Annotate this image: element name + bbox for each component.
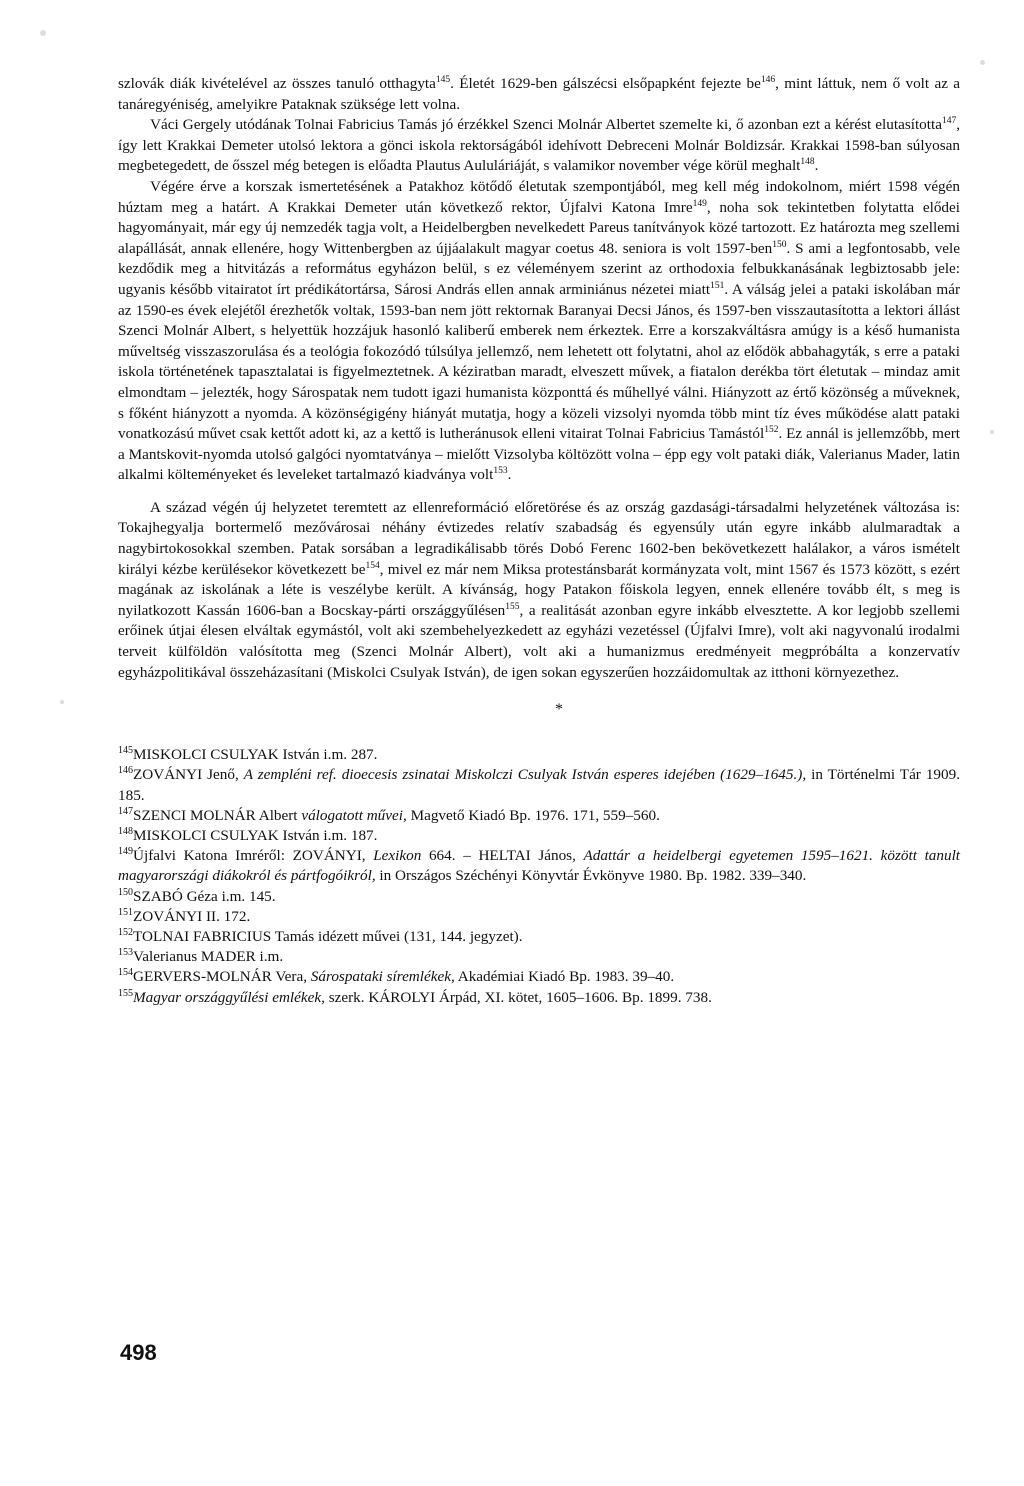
scan-speck	[60, 700, 64, 704]
footnote-number: 145	[118, 745, 133, 757]
paragraph-text: . S ami a legfontosabb, vele kezdődik meg a hitvitázás a református egyházon belül, s ez véleményem szerint az orthodoxia felbukkanásának legbiztosabb jele: ugyanis később vitairatot írt prédikátortársa, Sárosi András ellen annak arminiánus nézetei miatt	[118, 239, 960, 298]
paragraph-text: . Életét 1629-ben gálszécsi elsőpapként fejezte be	[450, 75, 761, 92]
footnote-text: MISKOLCI CSULYAK István i.m. 287.	[133, 746, 378, 764]
footnote-text: Magvető Kiadó Bp. 1976. 171, 559–560.	[406, 806, 660, 824]
scan-speck	[40, 30, 46, 36]
footnote	[118, 907, 960, 927]
footnote-text: 664. – HELTAI János,	[421, 847, 584, 865]
paragraph-text: .	[814, 157, 819, 175]
footnote-reference[interactable]: 151	[710, 280, 725, 291]
footnote-reference[interactable]: 154	[365, 560, 380, 571]
paragraph	[118, 74, 960, 115]
paragraph-text: . A válság jelei a pataki iskolában már az 1590-es évek elejétől érezhetők voltak, 1593-ban nem jött rektornak Baranyai Decsi János, és 1597-ben visszautasította a lektori állást Szenci Molnár Albert, s helyettük hozzájuk hasonló kaliberű emberek nem érkeztek. Erre a korszakváltásra amúgy is a késő humanista műveltség visszaszorulása és a teológia fokozódó túlsúlya jellemző, nem lehetett ott folytatni, ahol az elődök abbahagyták, s erre a pataki iskola történetének tapasztalatai is figyelmeztetnek. A kéziratban maradt, elveszett művek, a fiatalon derékba tört életutak – mindaz amit elmondtam – jelezték, hogy Sárospatak nem tudott igazi humanista központtá és műhellyé válni. Hiányzott az értő közönség a műveknek, s főként hiányzott a nyomda. A közönségigény hiányát mutatja, hogy a közeli vizsolyi nyomda több mint tíz éves működése alatt pataki vonatkozású művet csak kettőt adott ki, az a kettő is lutheránusok elleni vitairat Tolnai Fabricius Tamástól	[118, 280, 961, 443]
footnote-number: 146	[118, 765, 133, 777]
paragraph-text: . Ez annál is jellemzőbb, mert a Mantskovit-nyomda utolsó galgóci nyomtatványa – mielőtt Vizsolyba költözött volna – épp egy volt pataki diák, Valerianus Mader, latin alkalmi költeményeket és leveleket tartalmazó kiadványa volt	[118, 425, 960, 484]
footnote	[118, 826, 960, 846]
footnote-number: 155	[118, 987, 133, 999]
footnote-reference[interactable]: 148	[800, 157, 815, 168]
footnote	[118, 927, 960, 947]
paragraph-text: A század végén új helyzetet teremtett az ellenreformáció előretörése és az ország gazdasági-társadalmi helyzetének változása is: Tokajhegyalja bortermelő mezővárosai néhány évtizedes relatív szabadság és egyensúly után egyre inkább alulmaradtak a nagybirtokosokkal szemben. Patak sorsában a legradikálisabb törés Dobó Ferenc 1602-ben bekövetkezett halálakor, a város ismételt királyi kézbe kerülésekor következett be	[118, 498, 960, 578]
footnote-text: Újfalvi Katona Imréről: ZOVÁNYI,	[133, 847, 374, 865]
footnote-text: in Történelmi Tár 1909. 185.	[118, 766, 960, 804]
footnote	[118, 745, 960, 765]
document-page	[118, 74, 960, 1008]
footnotes	[118, 745, 960, 1008]
footnote	[118, 887, 960, 907]
footnote-number: 149	[118, 846, 133, 858]
footnote-text: ZOVÁNYI Jenő,	[133, 766, 244, 784]
footnote-title: A zempléni ref. dioecesis zsinatai Miskolczi Csulyak István esperes idejében (1629–1645.),	[243, 766, 807, 784]
footnote	[118, 765, 960, 805]
footnote-reference[interactable]: 147	[941, 116, 957, 127]
footnote	[118, 846, 960, 886]
footnote-title: Sárospataki síremlékek,	[310, 968, 455, 986]
scan-speck	[990, 430, 994, 434]
footnote-text: SZABÓ Géza i.m. 145.	[133, 887, 276, 905]
footnote-text: Akadémiai Kiadó Bp. 1983. 39–40.	[454, 968, 675, 986]
footnote-title: Adattár a heidelbergi egyetemen 1595–1621. között tanult magyarországi diákokról és pártfogóikról,	[118, 847, 961, 885]
footnote-number: 150	[118, 886, 133, 898]
footnote-text: szerk. KÁROLYI Árpád, XI. kötet, 1605–1606. Bp. 1899. 738.	[324, 988, 712, 1006]
footnote-reference[interactable]: 146	[760, 75, 776, 85]
paragraph	[118, 115, 960, 177]
footnote	[118, 947, 960, 967]
footnote	[118, 988, 960, 1008]
paragraph-text: , a realitását azonban egyre inkább elvesztette. A kor legjobb szellemi erőinek útjai élesen elváltak egymástól, volt aki szembehelyezkedett az egyházi vezetéssel (Újfalvi Imre), volt aki nagyvonalú irodalmi terveit külföldön valósította meg (Szenci Molnár Albert), volt aki a humanizmus eredményeit megpróbálta a konzervatív egyházpolitikával összeházasítani (Miskolci Csulyak István), de igen sokan egyszerűen hozzáidomultak az itthoni környezethez.	[118, 601, 960, 681]
footnote-text: Valerianus MADER i.m.	[133, 948, 284, 966]
page-number: 498	[120, 1340, 157, 1365]
footnote-text: MISKOLCI CSULYAK István i.m. 187.	[133, 827, 378, 845]
footnote-text: GERVERS-MOLNÁR Vera,	[133, 968, 311, 986]
paragraph	[118, 177, 960, 486]
paragraph-text: szlovák diák kivételével az összes tanuló otthagyta	[118, 75, 436, 92]
paragraph-text: , így lett Krakkai Demeter utolsó lektora a gönci iskola rektorságából idehívott Debreceni Molnár Boldizsár. Krakkai 1598-ban súlyosan megbetegedett, de ősszel még betegen is előadta Plautus Aululáriáját, s valamikor november vége körül meghalt	[118, 116, 960, 175]
footnote-title: Lexikon	[373, 847, 422, 865]
footnote	[118, 806, 960, 826]
footnote-text: SZENCI MOLNÁR Albert	[133, 806, 302, 824]
footnote-title: válogatott művei,	[301, 806, 407, 824]
footnote-number: 148	[118, 826, 133, 838]
footnote-reference[interactable]: 145	[435, 75, 451, 85]
paragraph	[118, 498, 960, 683]
paragraph-text: , noha sok tekintetben folytatta elődei hagyományait, már egy új nemzedék tagja volt, a Heidelbergben nevelkedett Pareus tanítványok közé tartozott. Ez határozta meg szellemi alapállását, annak ellenére, hogy Wittenbergben az újjáalakult magyar coetus 48. seniora is volt 1597-ben	[118, 198, 960, 257]
scan-speck	[980, 60, 985, 65]
paragraph-text: , mivel ez már nem Miksa protestánsbarát kormányzata volt, mint 1567 és 1573 között, s ezért magának az iskolának a léte is veszélybe került. A kívánság, hogy Patakon főiskola legyen, ennek ellenére tovább élt, s meg is nyilatkozott Kassán 1606-ban a Bocskay-párti országgyűlésen	[118, 560, 960, 619]
paragraph-text: Végére érve a korszak ismertetésének a Patakhoz kötődő életutak szempontjából, meg kell még indokolnom, miért 1598 végén húztam meg a határt. A Krakkai Demeter után következő rektor, Újfalvi Katona Imre	[118, 177, 960, 216]
footnote-reference[interactable]: 149	[692, 198, 707, 209]
paragraph-text: Váci Gergely utódának Tolnai Fabricius Tamás jó érzékkel Szenci Molnár Albertet szemelte ki, ő azonban ezt a kérést elutasította	[150, 116, 942, 134]
paragraph-text: , mint láttuk, nem ő volt az a tanáregyéniség, amelyikre Pataknak szüksége lett volna.	[118, 75, 960, 113]
footnote-number: 147	[118, 805, 133, 817]
main-text	[118, 74, 960, 683]
footnote	[118, 967, 960, 987]
footnote-number: 153	[118, 947, 133, 959]
footnote-reference[interactable]: 152	[764, 425, 779, 436]
footnote-reference[interactable]: 155	[505, 601, 520, 612]
footnote-number: 154	[118, 967, 133, 979]
footnote-text: ZOVÁNYI II. 172.	[133, 907, 251, 925]
footnote-reference[interactable]: 153	[493, 466, 508, 477]
footnote-title: Magyar országgyűlési emlékek,	[133, 988, 325, 1006]
footnote-reference[interactable]: 150	[772, 239, 787, 250]
footnote-number: 151	[118, 906, 133, 918]
footnote-text: in Országos Széchényi Könyvtár Évkönyve 1980. Bp. 1982. 339–340.	[375, 867, 807, 885]
footnote-text: TOLNAI FABRICIUS Tamás idézett művei (131, 144. jegyzet).	[133, 928, 523, 946]
section-separator: *	[555, 701, 563, 719]
paragraph-text: .	[507, 466, 512, 484]
footnote-number: 152	[118, 927, 133, 939]
